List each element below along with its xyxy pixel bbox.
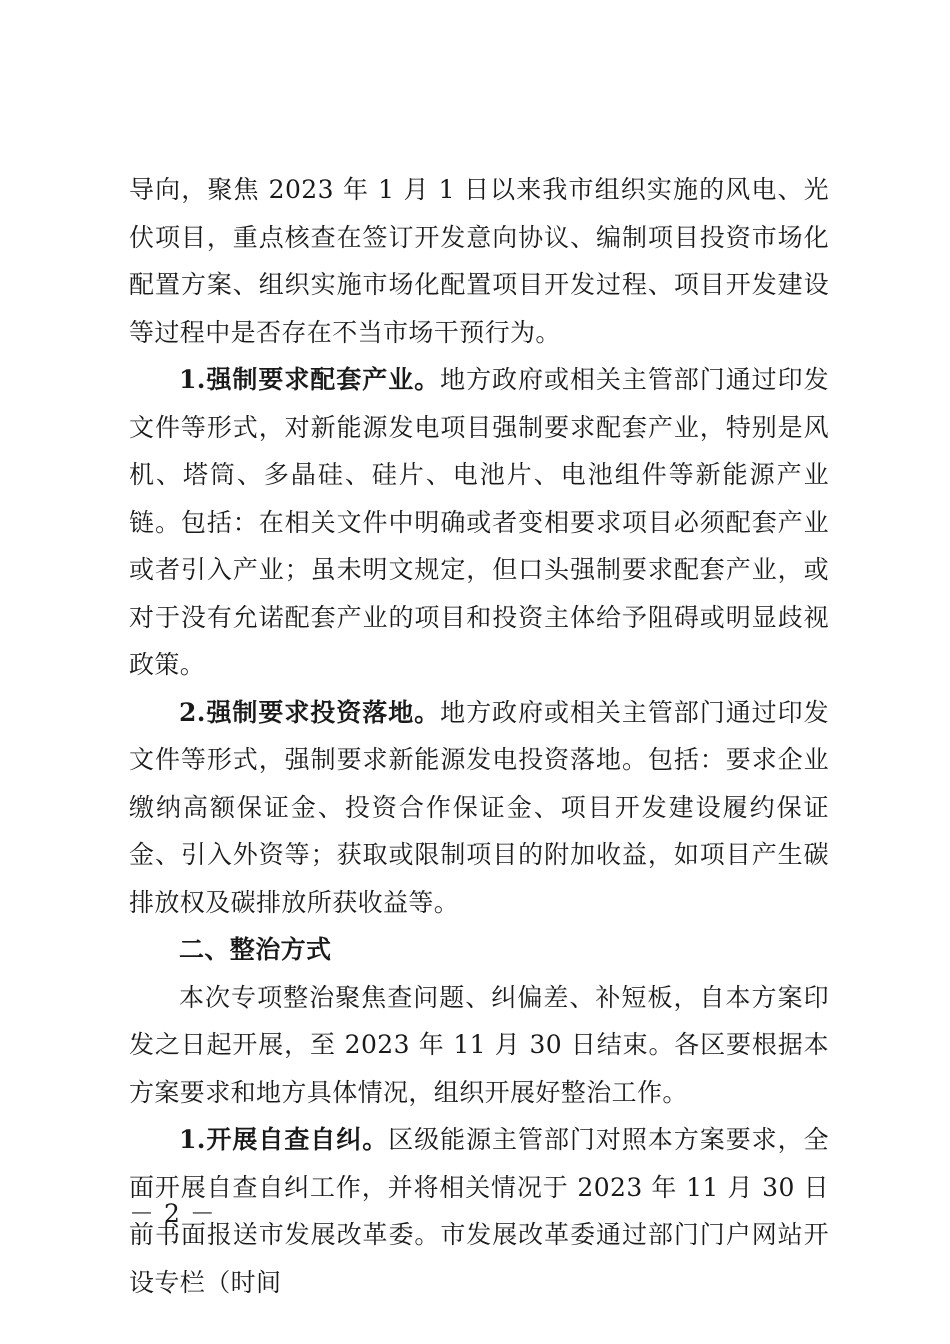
paragraph-lead: 2.强制要求投资落地。: [179, 697, 441, 727]
paragraph-text: 地方政府或相关主管部门通过印发文件等形式，对新能源发电项目强制要求配套产业，特别是风机、塔筒、多晶硅、硅片、电池片、电池组件等新能源产业链。包括：在相关文件中明确或者变相要求项目必须配套产业或者引入产业；虽未明文规定，但口头强制要求配套产业，或对于没有允诺配套产业的项目和投资主体给予阻碍或明显歧视政策。: [129, 365, 829, 679]
paragraph-text: 本次专项整治聚焦查问题、纠偏差、补短板，自本方案印发之日起开展，至 2023 年 11 月 30 日结束。各区要根据本方案要求和地方具体情况，组织开展好整治工作。: [129, 982, 829, 1107]
paragraph-self-inspection: [129, 1116, 829, 1306]
paragraph-text: 地方政府或相关主管部门通过印发文件等形式，强制要求新能源发电投资落地。包括：要求企业缴纳高额保证金、投资合作保证金、项目开发建设履约保证金、引入外资等；获取或限制项目的附加收益，如项目产生碳排放权及碳排放所获收益等。: [129, 697, 829, 917]
paragraph-text: 区级能源主管部门对照本方案要求，全面开展自查自纠工作，并将相关情况于 2023 年 11 月 30 日前书面报送市发展改革委。市发展改革委通过部门门户网站开设专栏（时间: [129, 1125, 829, 1297]
paragraph-mandatory-industry: [129, 356, 829, 689]
paragraph-lead: 1.开展自查自纠。: [179, 1125, 389, 1154]
paragraph-text: 导向，聚焦 2023 年 1 月 1 日以来我市组织实施的风电、光伏项目，重点核查在签订开发意向协议、编制项目投资市场化配置方案、组织实施市场化配置项目开发过程、项目开发建设等过程中是否存在不当市场干预行为。: [129, 175, 829, 347]
paragraph-lead: 1.强制要求配套产业。: [179, 365, 441, 394]
page-number: － 2 －: [129, 1199, 216, 1228]
document-body: [129, 166, 829, 1306]
paragraph-rectification-scope: [129, 974, 829, 1117]
section-heading: 二、整治方式: [179, 935, 332, 964]
paragraph-mandatory-investment: [129, 689, 829, 927]
paragraph-continuation: [129, 166, 829, 356]
